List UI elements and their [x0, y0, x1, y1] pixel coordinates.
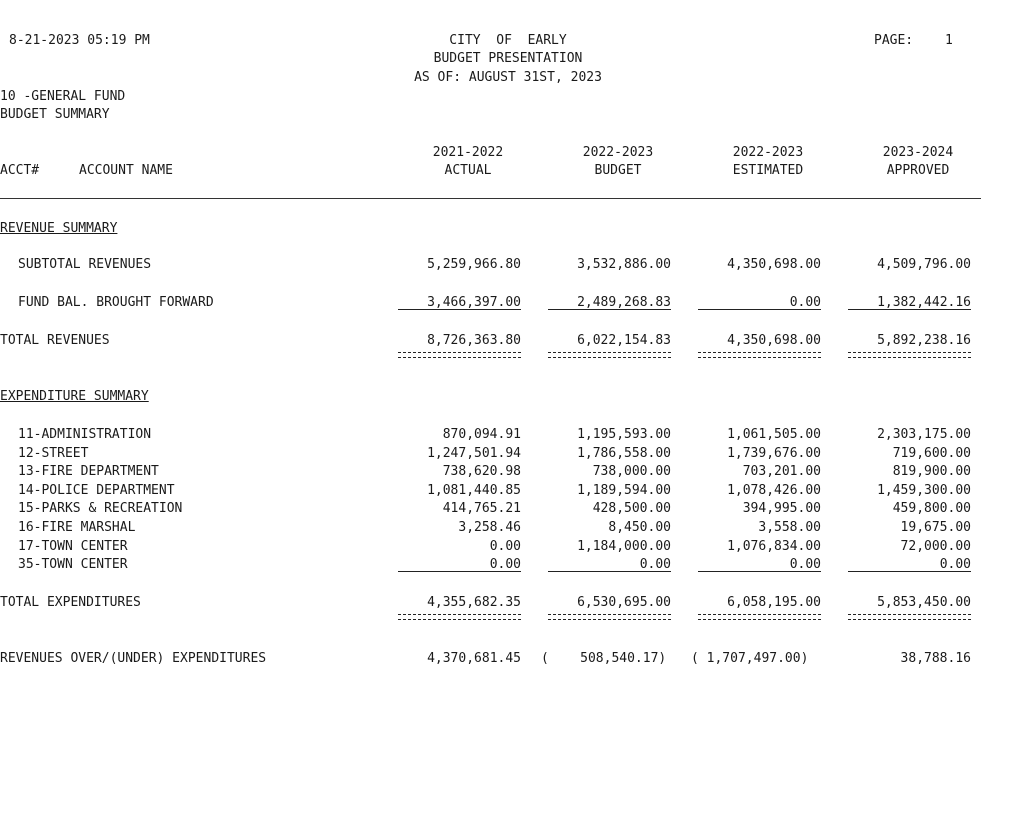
revenue-summary-heading: REVENUE SUMMARY — [0, 221, 118, 236]
row-value: ( 1,707,497.00) — [691, 651, 809, 666]
row-value: 1,786,558.00 — [577, 446, 671, 461]
row-value: 414,765.21 — [442, 501, 521, 516]
report-as-of: AS OF: AUGUST 31ST, 2023 — [414, 70, 602, 85]
row-value: 5,892,238.16 — [877, 333, 971, 348]
row-name: 12-STREET — [18, 446, 89, 461]
row-value: 1,382,442.16 — [877, 295, 971, 310]
row-value: 738,620.98 — [442, 464, 521, 479]
row-value: 3,532,886.00 — [577, 257, 671, 272]
subtotal-underline — [398, 309, 521, 310]
row-value: 1,195,593.00 — [577, 427, 671, 442]
total-double-rule — [848, 614, 971, 620]
row-value: 0.00 — [489, 539, 521, 554]
section-name: BUDGET SUMMARY — [0, 107, 110, 122]
row-name: REVENUES OVER/(UNDER) EXPENDITURES — [0, 651, 267, 666]
row-value: 19,675.00 — [900, 520, 971, 535]
row-value: 3,466,397.00 — [427, 295, 521, 310]
row-value: 8,726,363.80 — [427, 333, 521, 348]
subtotal-underline — [548, 571, 671, 572]
row-value: 6,530,695.00 — [577, 595, 671, 610]
col4-type: APPROVED — [886, 163, 950, 178]
total-double-rule — [698, 614, 821, 620]
row-value: 0.00 — [489, 557, 521, 572]
row-name: TOTAL EXPENDITURES — [0, 595, 141, 610]
subtotal-underline — [398, 571, 521, 572]
col2-year: 2022-2023 — [582, 145, 654, 160]
row-value: 2,489,268.83 — [577, 295, 671, 310]
subtotal-underline — [548, 309, 671, 310]
fund-name: 10 -GENERAL FUND — [0, 89, 126, 104]
row-value: 3,558.00 — [758, 520, 821, 535]
total-double-rule — [548, 614, 671, 620]
row-value: 738,000.00 — [592, 464, 671, 479]
account-name-column-label: ACCOUNT NAME — [79, 163, 173, 178]
row-value: 459,800.00 — [892, 501, 971, 516]
row-value: ( 508,540.17) — [541, 651, 667, 666]
row-value: 1,739,676.00 — [727, 446, 821, 461]
report-datetime: 8-21-2023 05:19 PM — [9, 33, 150, 48]
row-value: 1,189,594.00 — [577, 483, 671, 498]
row-value: 0.00 — [939, 557, 971, 572]
row-value: 5,259,966.80 — [427, 257, 521, 272]
row-value: 1,061,505.00 — [727, 427, 821, 442]
row-value: 38,788.16 — [900, 651, 971, 666]
row-value: 1,184,000.00 — [577, 539, 671, 554]
row-value: 1,459,300.00 — [877, 483, 971, 498]
row-value: 703,201.00 — [742, 464, 821, 479]
row-value: 719,600.00 — [892, 446, 971, 461]
expenditure-summary-heading: EXPENDITURE SUMMARY — [0, 389, 149, 404]
row-value: 0.00 — [789, 557, 821, 572]
row-value: 6,058,195.00 — [727, 595, 821, 610]
row-name: 17-TOWN CENTER — [18, 539, 128, 554]
row-name: 14-POLICE DEPARTMENT — [18, 483, 175, 498]
total-double-rule — [698, 352, 821, 358]
total-double-rule — [398, 614, 521, 620]
row-value: 0.00 — [789, 295, 821, 310]
row-value: 428,500.00 — [592, 501, 671, 516]
row-value: 1,076,834.00 — [727, 539, 821, 554]
acct-column-label: ACCT# — [0, 163, 40, 178]
row-value: 3,258.46 — [458, 520, 521, 535]
page-number: 1 — [945, 33, 953, 48]
row-value: 870,094.91 — [442, 427, 521, 442]
col1-type: ACTUAL — [444, 163, 492, 178]
report-title: BUDGET PRESENTATION — [433, 51, 583, 66]
subtotal-underline — [848, 571, 971, 572]
subtotal-underline — [848, 309, 971, 310]
row-value: 4,370,681.45 — [427, 651, 521, 666]
row-value: 4,350,698.00 — [727, 257, 821, 272]
row-name: TOTAL REVENUES — [0, 333, 110, 348]
row-name: 35-TOWN CENTER — [18, 557, 128, 572]
row-name: FUND BAL. BROUGHT FORWARD — [18, 295, 214, 310]
total-double-rule — [398, 352, 521, 358]
row-value: 0.00 — [639, 557, 671, 572]
row-value: 394,995.00 — [742, 501, 821, 516]
row-value: 2,303,175.00 — [877, 427, 971, 442]
row-value: 1,081,440.85 — [427, 483, 521, 498]
subtotal-underline — [698, 571, 821, 572]
row-value: 1,078,426.00 — [727, 483, 821, 498]
row-value: 1,247,501.94 — [427, 446, 521, 461]
col1-year: 2021-2022 — [432, 145, 504, 160]
header-rule — [0, 198, 981, 199]
row-value: 72,000.00 — [900, 539, 971, 554]
row-value: 8,450.00 — [608, 520, 671, 535]
row-value: 4,509,796.00 — [877, 257, 971, 272]
row-name: SUBTOTAL REVENUES — [18, 257, 152, 272]
row-name: 16-FIRE MARSHAL — [18, 520, 136, 535]
col3-year: 2022-2023 — [732, 145, 804, 160]
col3-type: ESTIMATED — [732, 163, 804, 178]
row-value: 5,853,450.00 — [877, 595, 971, 610]
total-double-rule — [548, 352, 671, 358]
row-value: 819,900.00 — [892, 464, 971, 479]
org-name: CITY OF EARLY — [449, 33, 567, 48]
col2-type: BUDGET — [594, 163, 642, 178]
subtotal-underline — [698, 309, 821, 310]
page-label: PAGE: — [874, 33, 914, 48]
row-name: 15-PARKS & RECREATION — [18, 501, 183, 516]
total-double-rule — [848, 352, 971, 358]
row-value: 4,355,682.35 — [427, 595, 521, 610]
row-name: 13-FIRE DEPARTMENT — [18, 464, 159, 479]
col4-year: 2023-2024 — [882, 145, 954, 160]
row-name: 11-ADMINISTRATION — [18, 427, 152, 442]
row-value: 4,350,698.00 — [727, 333, 821, 348]
row-value: 6,022,154.83 — [577, 333, 671, 348]
